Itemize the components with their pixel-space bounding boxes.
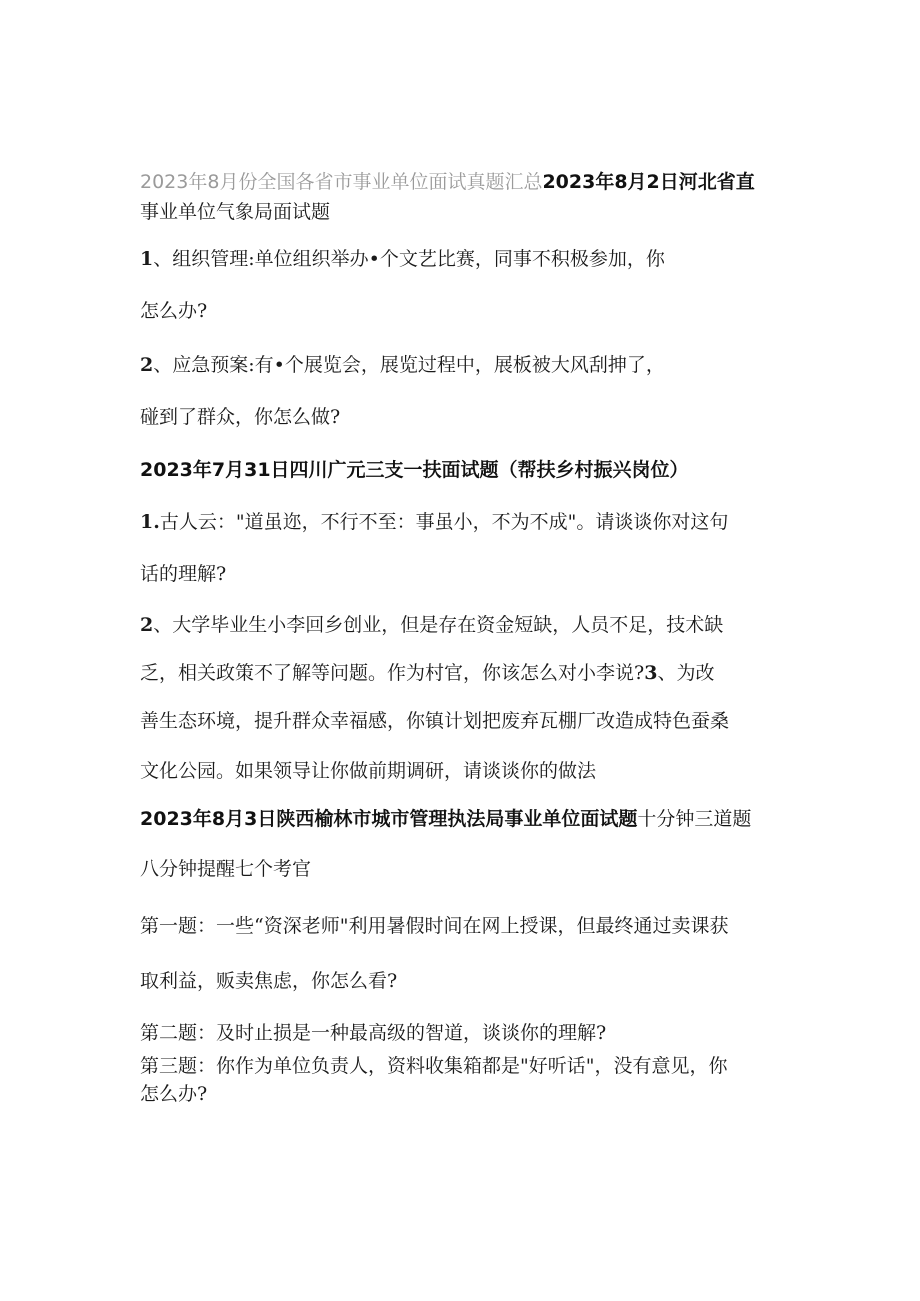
s2-q3-text: 、为改 xyxy=(657,662,715,684)
s1-q2-line1 xyxy=(140,356,665,375)
s3-q1-line2: 取利益，贩卖焦虑，你怎么看? xyxy=(140,970,398,992)
s3-q3-line1: 第三题：你作为单位负责人，资料收集箱都是"好听话"，没有意见，你 xyxy=(140,1055,728,1077)
s1-q1-number: 1 xyxy=(140,248,154,270)
s2-q2-line2 xyxy=(140,664,714,683)
s1-q2-text: 、应急预案:有•个展览会，展览过程中，展板被大风刮抻了， xyxy=(153,354,665,376)
s3-q1-line1: 第一题：一些“资深老师"利用暑假时间在网上授课，但最终通过卖课获 xyxy=(140,915,729,937)
s1-q1-line2: 怎么办? xyxy=(140,300,208,322)
s3-heading-bold: 2023年8月3日陕西榆林市城市管理执法局事业单位面试题 xyxy=(140,808,638,830)
s3-q2: 第二题：及时止损是一种最高级的智道，谈谈你的理解? xyxy=(140,1022,607,1044)
s2-q2-text: 、大学毕业生小李回乡创业，但是存在资金短缺，人员不足，技术缺 xyxy=(153,614,724,636)
s2-q2-text-cont: 乏，相关政策不了解等问题。作为村官，你该怎么对小李说? xyxy=(140,662,645,684)
s3-q3-line2: 怎么办? xyxy=(140,1083,208,1105)
s2-q1-text: 古人云："道虽迩，不行不至：事虽小，不为不成"。请谈谈你对这句 xyxy=(159,511,729,533)
s2-q1-line2: 话的理解? xyxy=(140,563,227,585)
s2-heading: 2023年7月31日四川广元三支一扶面试题（帮扶乡村振兴岗位） xyxy=(140,459,689,481)
doc-title-line2: 事业单位气象局面试题 xyxy=(140,201,331,223)
s3-heading xyxy=(140,810,751,829)
s2-q2-number: 2 xyxy=(140,614,154,636)
s1-q1-text: 、组织管理:单位组织举办•个文艺比赛，同事不积极参加，你 xyxy=(153,248,665,270)
s2-q3-line3: 文化公园。如果领导让你做前期调研，请谈谈你的做法 xyxy=(140,760,597,782)
s1-q2-line2: 碰到了群众，你怎么做? xyxy=(140,406,341,428)
doc-title-bold: 2023年8月2日河北省直 xyxy=(542,171,755,193)
s3-heading-normal: 十分钟三道题 xyxy=(637,808,752,830)
doc-title-line1 xyxy=(140,173,755,192)
s3-subheading: 八分钟提醒七个考官 xyxy=(140,858,312,880)
s2-q1-number: 1. xyxy=(140,511,160,533)
s1-q1-line1 xyxy=(140,250,665,269)
s1-q2-number: 2 xyxy=(140,354,154,376)
s2-q2-line1 xyxy=(140,616,723,635)
s2-q1-line1 xyxy=(140,513,728,532)
doc-title-gray: 2023年8月份全国各省市事业单位面试真题汇总 xyxy=(140,171,543,193)
s2-q3-number: 3 xyxy=(644,662,658,684)
s2-q3-line2: 善生态环境，提升群众幸福感，你镇计划把废弃瓦棚厂改造成特色蚕桑 xyxy=(140,710,730,732)
